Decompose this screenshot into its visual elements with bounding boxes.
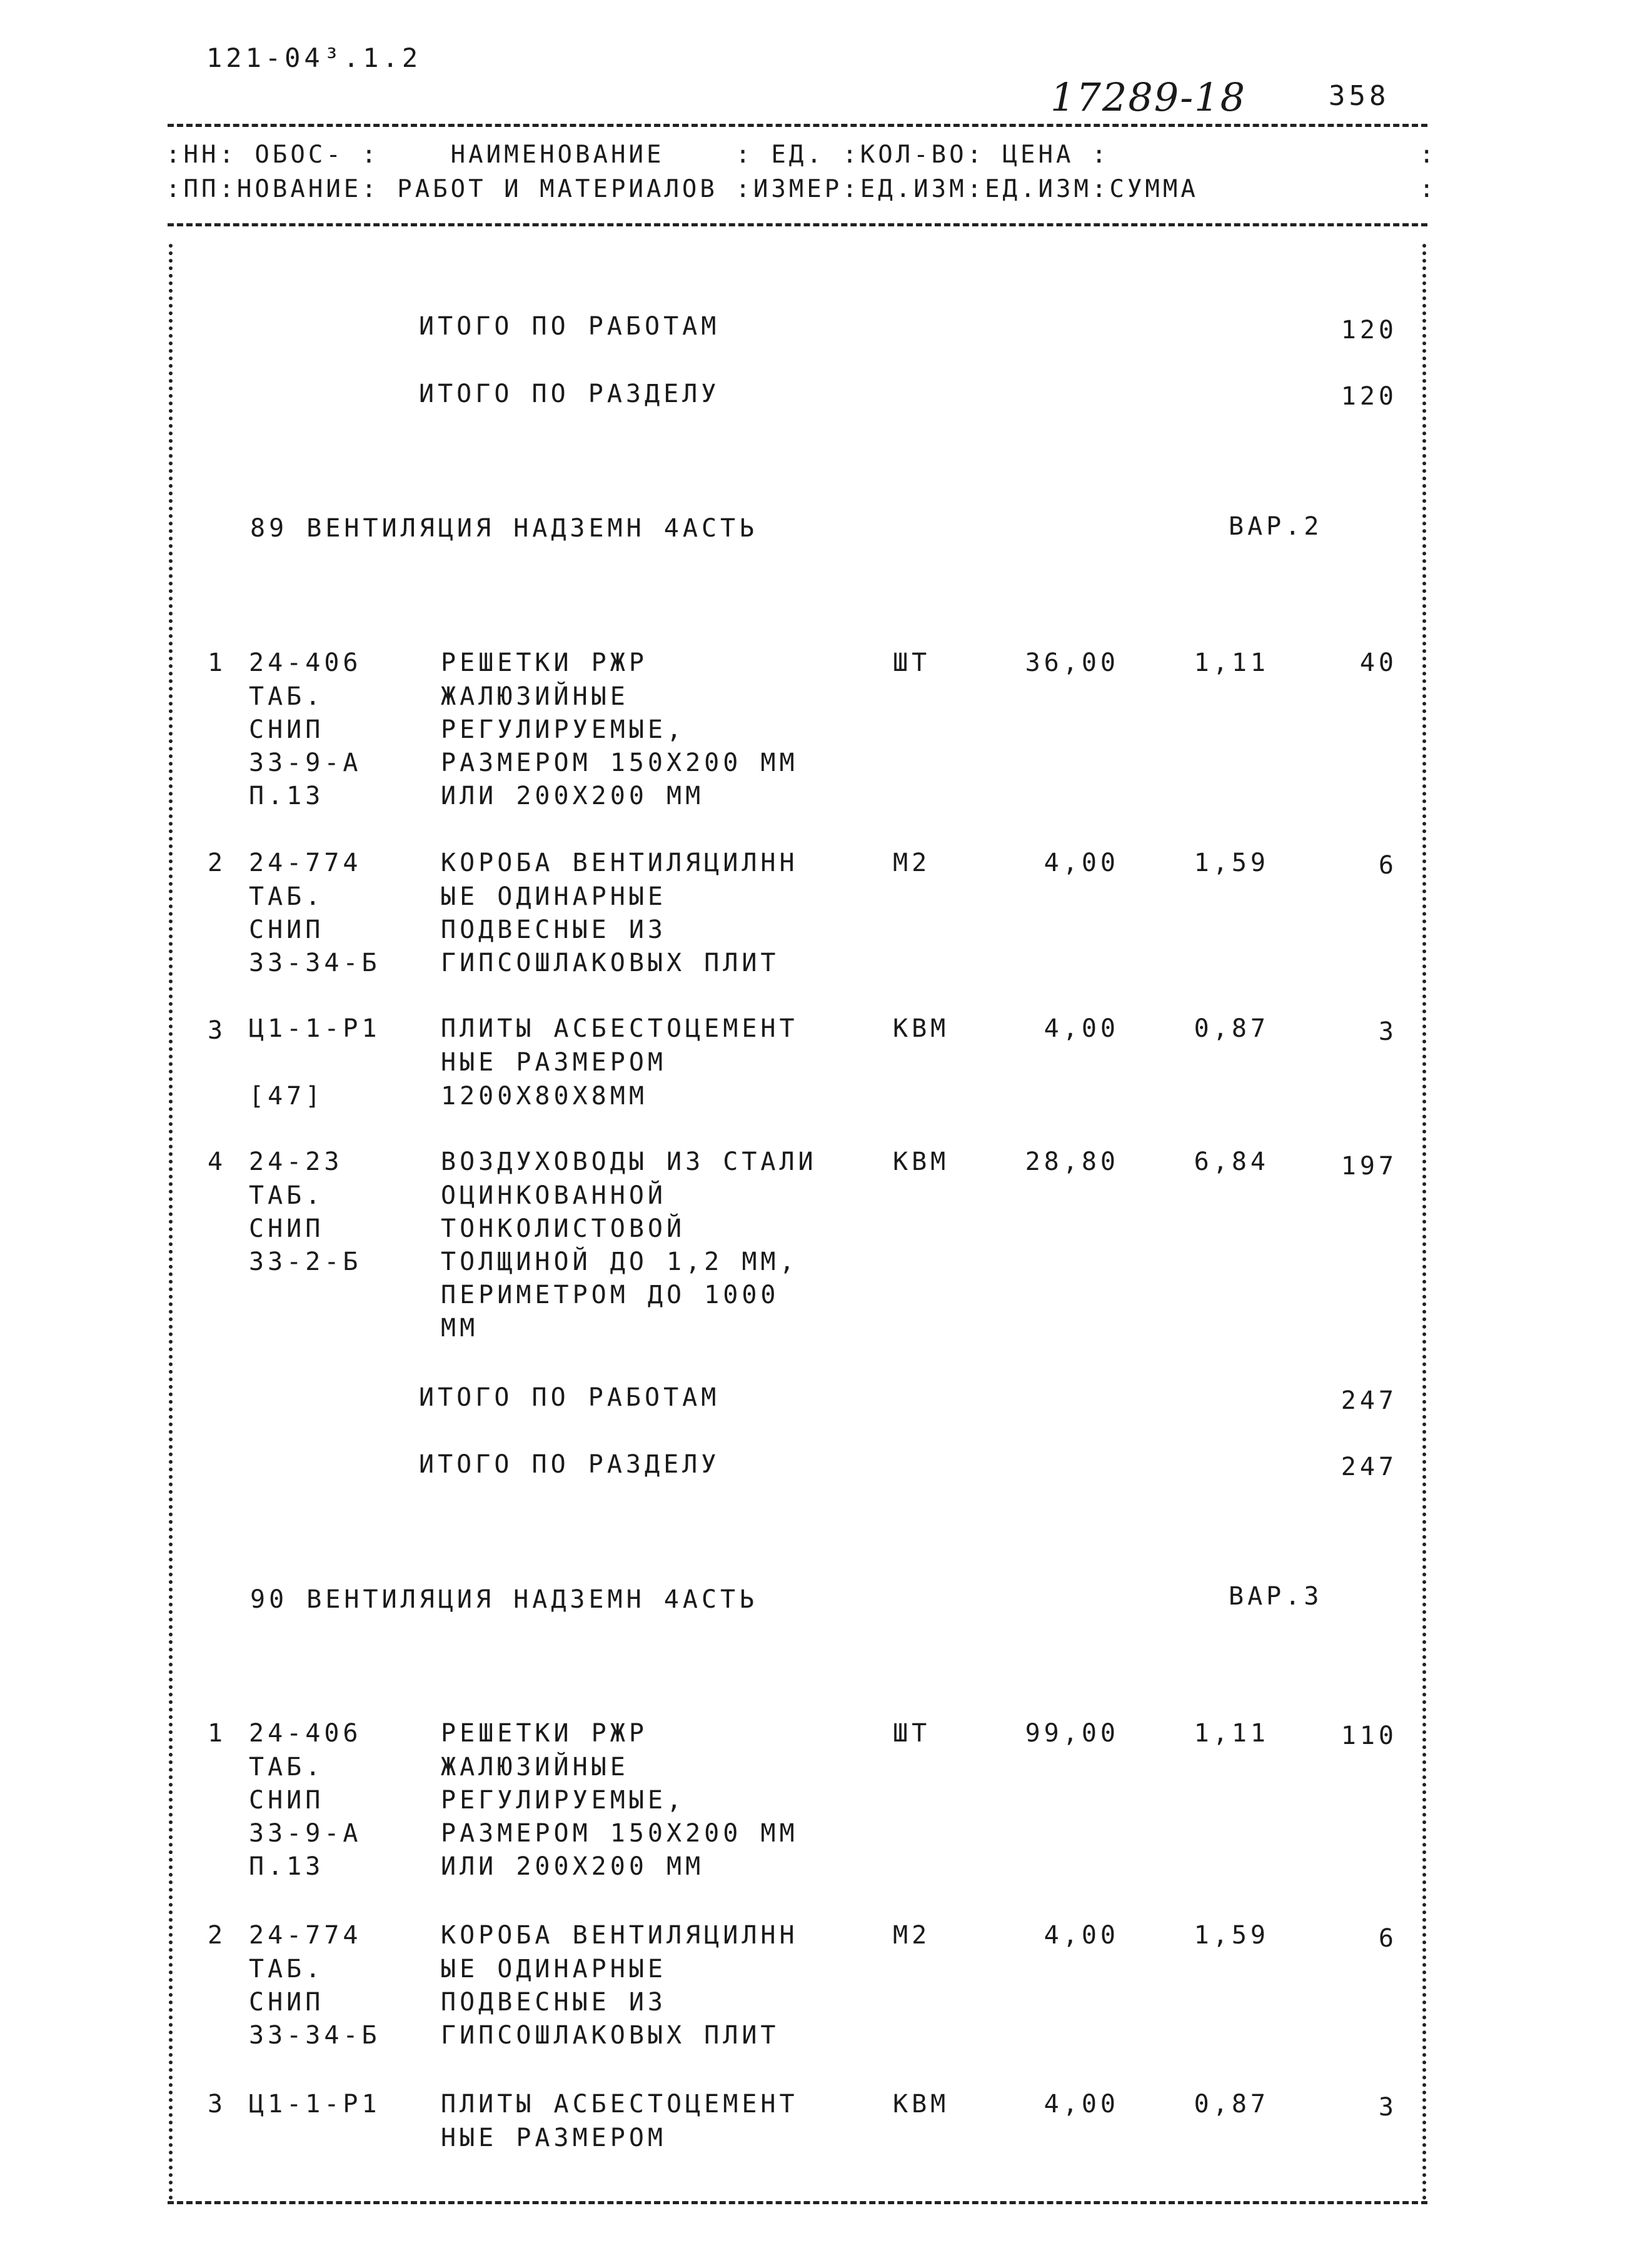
total-work-value: 247 (1341, 1386, 1397, 1415)
row-sum: 6 (1378, 851, 1397, 880)
total-work-label: ИТОГО ПО РАБОТАМ (419, 312, 720, 341)
row-name-line: КОРОБА ВЕНТИЛЯЦИЛНН (441, 849, 798, 877)
row-name-line: ПЛИТЫ АСБЕСТОЦЕМЕНТ (441, 2090, 798, 2119)
row-name-line: РЕГУЛИРУЕМЫЕ, (441, 715, 686, 744)
row-sum: 110 (1341, 1721, 1397, 1750)
row-code-line: П.13 (249, 1852, 324, 1881)
row-unit: М2 (893, 1921, 931, 1950)
row-name-line: РЕШЕТКИ РЖР (441, 648, 648, 677)
row-quantity: 4,00 (1044, 1014, 1119, 1043)
row-number: 4 (208, 1147, 227, 1176)
row-price: 1,59 (1194, 1921, 1269, 1950)
row-price: 1,11 (1194, 1719, 1269, 1748)
total-section-value: 120 (1341, 382, 1397, 411)
row-code-line: 24-774 (249, 1921, 362, 1950)
row-name-line: ПЛИТЫ АСБЕСТОЦЕМЕНТ (441, 1014, 798, 1043)
row-name-line: ЖАЛЮЗИЙНЫЕ (441, 1753, 629, 1782)
row-code-line: 33-9-А (249, 1819, 362, 1848)
row-name-line: ПОДВЕСНЫЕ ИЗ (441, 915, 667, 944)
row-code-line: 33-34-Б (249, 949, 381, 977)
row-name-line: РЕГУЛИРУЕМЫЕ, (441, 1786, 686, 1815)
row-code-line: П.13 (249, 782, 324, 810)
row-quantity: 28,80 (1025, 1147, 1119, 1176)
total-section-label: ИТОГО ПО РАЗДЕЛУ (419, 380, 720, 408)
row-quantity: 36,00 (1025, 648, 1119, 677)
row-name-line: РЕШЕТКИ РЖР (441, 1719, 648, 1748)
row-sum: 40 (1359, 648, 1397, 677)
row-price: 1,11 (1194, 648, 1269, 677)
row-code-line: ТАБ. (249, 882, 324, 911)
row-number: 1 (208, 1719, 227, 1748)
row-code-line: СНИП (249, 715, 324, 744)
header-line-2: :ПП:НОВАНИЕ: РАБОТ И МАТЕРИАЛОВ :ИЗМЕР:ЕД.ИЗМ:ЕД.ИЗМ:СУММА (166, 175, 1199, 203)
row-unit: КВМ (893, 1147, 950, 1176)
total-work-label: ИТОГО ПО РАБОТАМ (419, 1383, 720, 1412)
row-quantity: 4,00 (1044, 1921, 1119, 1950)
total-section-label: ИТОГО ПО РАЗДЕЛУ (419, 1450, 720, 1479)
row-name-line: ПЕРИМЕТРОМ ДО 1000 (441, 1281, 780, 1309)
row-name-line: ВОЗДУХОВОДЫ ИЗ СТАЛИ (441, 1147, 817, 1176)
row-price: 6,84 (1194, 1147, 1269, 1176)
row-quantity: 4,00 (1044, 2090, 1119, 2119)
row-code-line: Ц1-1-Р1 (249, 1014, 381, 1043)
total-work-value: 120 (1341, 316, 1397, 345)
row-sum: 6 (1378, 1924, 1397, 1953)
section-title: 89 ВЕНТИЛЯЦИЯ НАДЗЕМН 4АСТЬ (250, 514, 758, 543)
row-unit: ШТ (893, 648, 931, 677)
row-code-line: ТАБ. (249, 682, 324, 711)
row-unit: КВМ (893, 1014, 950, 1043)
total-section-value: 247 (1341, 1453, 1397, 1481)
row-price: 0,87 (1194, 2090, 1269, 2119)
section-variant: ВАР.3 (1229, 1582, 1323, 1611)
row-name-line: КОРОБА ВЕНТИЛЯЦИЛНН (441, 1921, 798, 1950)
body-right-border (1422, 244, 1426, 2201)
row-number: 3 (208, 1016, 227, 1045)
header-end-colon-1: : (1419, 141, 1437, 169)
body-bottom-rule (168, 2201, 1427, 2204)
row-name-line: ПОДВЕСНЫЕ ИЗ (441, 1988, 667, 2017)
row-name-line: РАЗМЕРОМ 150Х200 ММ (441, 748, 798, 777)
row-code-line: СНИП (249, 1786, 324, 1815)
row-name-line: ТОЛЩИНОЙ ДО 1,2 ММ, (441, 1247, 798, 1276)
row-code-line: ТАБ. (249, 1753, 324, 1782)
row-quantity: 4,00 (1044, 849, 1119, 877)
row-name-line: ОЦИНКОВАННОЙ (441, 1181, 667, 1210)
row-sum: 3 (1378, 2093, 1397, 2122)
header-line-1: :НН: ОБОС- : НАИМЕНОВАНИЕ : ЕД. :КОЛ-ВО: ЦЕНА : (166, 141, 1110, 169)
row-code-line: 33-2-Б (249, 1247, 362, 1276)
row-name-line: НЫЕ РАЗМЕРОМ (441, 1048, 667, 1077)
row-unit: М2 (893, 849, 931, 877)
document-code: 121-04³.1.2 (206, 43, 422, 73)
row-number: 1 (208, 648, 227, 677)
row-name-line: ЫЕ ОДИНАРНЫЕ (441, 1955, 667, 1983)
header-top-rule (168, 124, 1427, 127)
row-price: 0,87 (1194, 1014, 1269, 1043)
row-code-line: СНИП (249, 1214, 324, 1243)
row-unit: ШТ (893, 1719, 931, 1748)
row-number: 2 (208, 1921, 227, 1950)
row-name-line: ИЛИ 200Х200 ММ (441, 1852, 705, 1881)
row-code-line: 33-9-А (249, 748, 362, 777)
row-code-line: ТАБ. (249, 1955, 324, 1983)
body-left-border (169, 244, 173, 2201)
row-number: 2 (208, 849, 227, 877)
row-name-line: ТОНКОЛИСТОВОЙ (441, 1214, 686, 1243)
row-code-line: 33-34-Б (249, 2021, 381, 2050)
row-name-line: 1200Х80Х8ММ (441, 1082, 648, 1111)
section-variant: ВАР.2 (1229, 512, 1323, 541)
handwritten-reference: 17289-18 (1050, 74, 1247, 120)
row-price: 1,59 (1194, 849, 1269, 877)
page-number: 358 (1329, 80, 1390, 112)
row-sum: 3 (1378, 1017, 1397, 1046)
row-code-line: [47] (249, 1082, 324, 1111)
row-name-line: ГИПСОШЛАКОВЫХ ПЛИТ (441, 2021, 780, 2050)
row-code-line: 24-406 (249, 648, 362, 677)
section-title: 90 ВЕНТИЛЯЦИЯ НАДЗЕМН 4АСТЬ (250, 1585, 758, 1614)
row-quantity: 99,00 (1025, 1719, 1119, 1748)
row-name-line: ГИПСОШЛАКОВЫХ ПЛИТ (441, 949, 780, 977)
header-end-colon-2: : (1419, 175, 1437, 203)
row-name-line: НЫЕ РАЗМЕРОМ (441, 2124, 667, 2152)
row-code-line: 24-774 (249, 849, 362, 877)
row-name-line: РАЗМЕРОМ 150Х200 ММ (441, 1819, 798, 1848)
row-code-line: СНИП (249, 915, 324, 944)
row-sum: 197 (1341, 1152, 1397, 1181)
row-code-line: Ц1-1-Р1 (249, 2090, 381, 2119)
row-code-line: ТАБ. (249, 1181, 324, 1210)
row-name-line: ИЛИ 200Х200 ММ (441, 782, 705, 810)
row-code-line: 24-23 (249, 1147, 343, 1176)
row-name-line: ММ (441, 1314, 479, 1343)
header-bottom-rule (168, 223, 1427, 226)
row-code-line: 24-406 (249, 1719, 362, 1748)
row-number: 3 (208, 2090, 227, 2119)
row-name-line: ЖАЛЮЗИЙНЫЕ (441, 682, 629, 711)
row-code-line: СНИП (249, 1988, 324, 2017)
row-unit: КВМ (893, 2090, 950, 2119)
row-name-line: ЫЕ ОДИНАРНЫЕ (441, 882, 667, 911)
